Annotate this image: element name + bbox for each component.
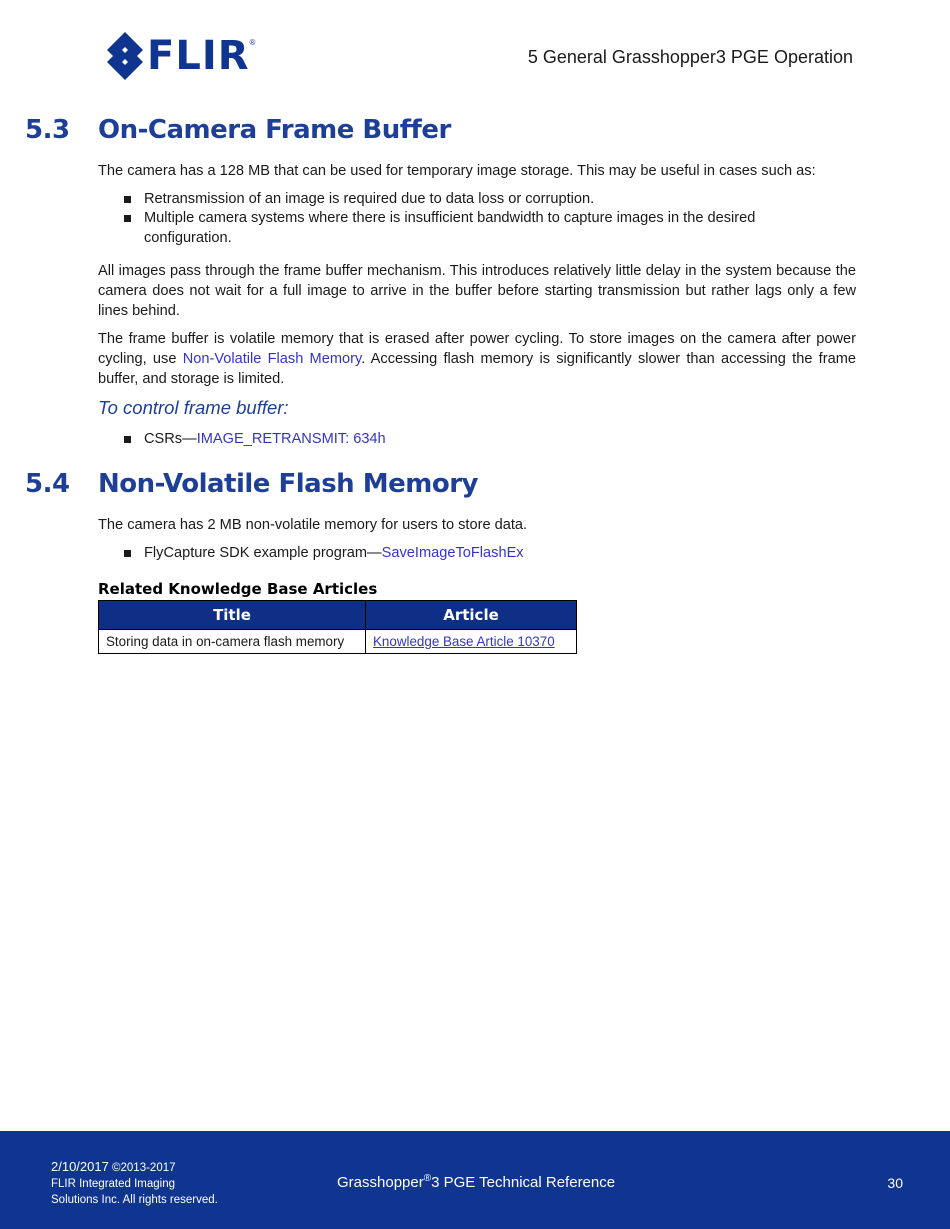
section-5-3-title: On-Camera Frame Buffer <box>98 115 451 145</box>
section-5-3-intro: The camera has a 128 MB that can be used for temporary image storage. This may be useful in cases such as: <box>98 163 816 179</box>
page-number: 30 <box>887 1175 903 1191</box>
list-item-text: Retransmission of an image is required due to data loss or corruption. <box>144 191 595 207</box>
flir-logo <box>105 30 255 82</box>
bullet-square-icon <box>124 196 131 203</box>
footer-copyright: ©2013-2017 <box>112 1162 176 1174</box>
csrs-prefix: CSRs— <box>144 431 197 447</box>
kb-heading: Related Knowledge Base Articles <box>98 580 378 598</box>
footer-doc-title-reg: ® <box>423 1173 432 1184</box>
bullet-square-icon <box>124 550 131 557</box>
section-5-4-intro: The camera has 2 MB non-volatile memory for users to store data. <box>98 517 528 533</box>
section-5-4-number: 5.4 <box>25 469 70 499</box>
volatile-memory-paragraph <box>98 329 856 389</box>
footer-date: 2/10/2017 <box>51 1159 109 1174</box>
list-item <box>98 189 856 209</box>
para-text-after: . Accessing flash memory is significantly slower than accessing the frame buffer, and storage is limited. <box>98 351 856 387</box>
section-5-3-number: 5.3 <box>25 115 70 145</box>
procedure-heading: To control frame buffer: <box>98 397 289 418</box>
bullet-square-icon <box>124 436 131 443</box>
flycapture-prefix: FlyCapture SDK example program— <box>144 545 382 561</box>
kb-article-link[interactable]: Knowledge Base Article 10370 <box>373 634 555 649</box>
kb-row-title: Storing data in on-camera flash memory <box>99 630 366 654</box>
footer-company-line1: FLIR Integrated Imaging <box>51 1178 176 1190</box>
kb-column-article: Article <box>366 601 577 630</box>
frame-buffer-mechanism-paragraph: All images pass through the frame buffer mechanism. This introduces relatively little delay in the system because the camera does not wait for a full image to arrive in the buffer before starting transmission but rather lags only a few lines behind. <box>98 263 856 319</box>
table-row <box>99 630 577 654</box>
footer-copyright-block <box>51 1159 218 1208</box>
bullet-square-icon <box>124 215 131 222</box>
list-item <box>98 429 856 449</box>
footer-company-line2: Solutions Inc. All rights reserved. <box>51 1194 218 1206</box>
list-item-text: Multiple camera systems where there is insufficient bandwidth to capture images in the desired configuration. <box>144 210 756 246</box>
flir-logo-text: FLIR <box>147 33 250 79</box>
flir-diamond-icon <box>105 30 145 82</box>
kb-column-title: Title <box>99 601 366 630</box>
image-retransmit-link[interactable]: IMAGE_RETRANSMIT: 634h <box>196 431 386 447</box>
logo-registered-mark: ® <box>249 38 256 47</box>
list-item <box>98 208 820 248</box>
footer-doc-title-part2: 3 PGE Technical Reference <box>431 1174 616 1191</box>
page-footer <box>0 1131 950 1229</box>
save-image-to-flash-link[interactable]: SaveImageToFlashEx <box>381 545 524 561</box>
running-header: 5 General Grasshopper3 PGE Operation <box>527 47 853 67</box>
para-text-before: The frame buffer is volatile memory that is erased after power cycling. To store images on the camera after power cycling, use <box>98 331 856 367</box>
section-5-4-title: Non-Volatile Flash Memory <box>98 469 478 499</box>
non-volatile-flash-memory-link[interactable]: Non-Volatile Flash Memory <box>182 351 362 367</box>
footer-doc-title-part1: Grasshopper <box>337 1174 424 1191</box>
kb-row-article <box>366 630 577 654</box>
list-item <box>98 543 856 563</box>
footer-doc-title <box>337 1173 615 1191</box>
kb-table <box>98 600 577 654</box>
kb-table-header-row <box>99 601 577 630</box>
